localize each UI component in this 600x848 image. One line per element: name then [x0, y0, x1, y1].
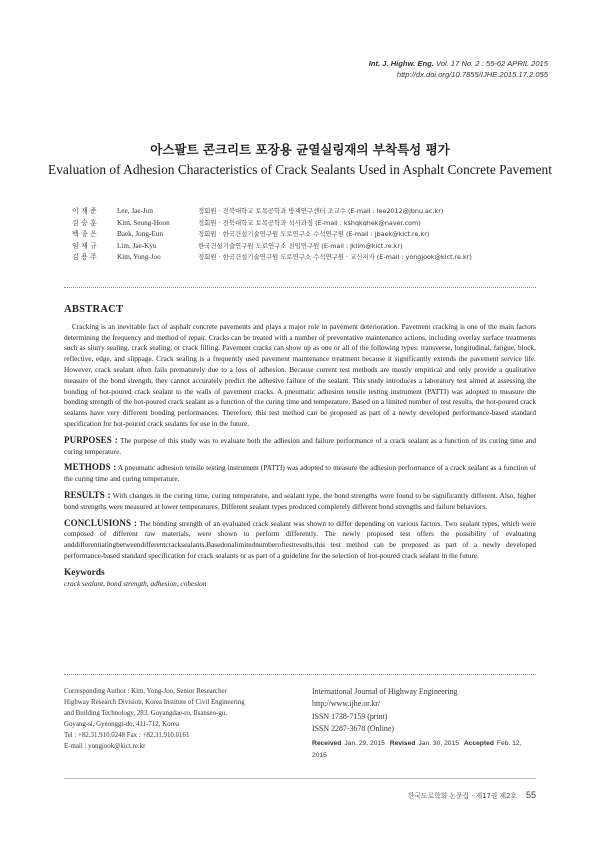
conclusions-text: The bonding strength of an evaluated crack sealant was shown to differ depending on various factors. Two sealant types, which were composed of different raw materials, were shown to perform differently. The newly proposed test offers the possibility of evaluating anddifferentiatingbetweendifferentcracksealants.Basedonalimitednumberoftestresults,this test method can be proposed as part of a newly developed performance-based standard specification for crack sealants or as part of a guideline for the selection of hot-poured crack sealant in the future. [64, 518, 536, 560]
journal-reference [369, 58, 548, 80]
revised-label: Revised [389, 739, 416, 747]
article-footer [64, 686, 536, 762]
author-name-ko: 백 종 은 [72, 230, 97, 239]
conclusions-paragraph [64, 518, 536, 562]
journal-url[interactable]: http://www.ijhe.or.kr/ [312, 699, 381, 709]
author-affiliation: 정회원 · 한국건설기술연구원 도로연구소 수석연구원 · 교신저자 (E-mail : yongjook@kict.re.kr) [198, 253, 472, 262]
accepted-label: Accepted [463, 739, 494, 747]
purposes-label: PURPOSES : [64, 434, 118, 445]
journal-abbrev: Int. J. Highw. Eng. [368, 59, 434, 68]
journal-volume-info: Vol. 17 No. 2 : 55-62 APRIL 2015 [435, 59, 548, 68]
author-row [72, 252, 472, 264]
received-label: Received [312, 739, 342, 747]
issn-online: ISSN 2287-3678 (Online) [312, 724, 394, 734]
abstract-heading: ABSTRACT [64, 304, 124, 315]
issn-print: ISSN 1738-7159 (print) [312, 711, 388, 721]
corresponding-email[interactable]: E-mail : yongjook@kict.re.kr [64, 743, 146, 750]
author-name-en: Kim, Seung-Hoon [117, 218, 170, 227]
footer-journal-name: 한국도로학회 논문집 · 제17권 제2호 [407, 792, 517, 800]
author-name-en: Lee, Jae-Jun [117, 207, 153, 215]
abstract-section [64, 305, 536, 589]
author-row [72, 206, 472, 218]
corresponding-line: Highway Research Division, Korea Institute of Civil Engineering [64, 699, 245, 706]
revised-date: Jan. 30, 2015 [418, 739, 459, 747]
title-korean: 아스팔트 콘크리트 포장용 균열실링재의 부착특성 평가 [150, 142, 450, 157]
author-affiliation: 정회원 · 한국건설기술연구원 도로연구소 수석연구원 (E-mail : jbaek@kict.re.kr) [198, 230, 430, 239]
corresponding-line: Goyang-si, Gyeonggi-do, 411-712, Korea [64, 721, 179, 728]
author-affiliation: 한국건설기술연구원 도로연구소 전임연구원 (E-mail : jklim@kict.re.kr) [198, 241, 403, 250]
abstract-body: Cracking is an inevitable fact of asphalt concrete pavements and plays a major role in pavement deterioration. Pavement cracking is one of the main factors determining the frequency and method of repair. Cracks can be treated with a number of preventative maintenance actions, including overlay surface treatments such as slurry sealing, crack sealing, or crack filling. Pavement cracks can show up as one or all of the following types: transverse, longitudinal, fatigue, block, reflective, edge, and slippage. Crack sealing is a frequently used pavement maintenance treatment because it significantly extends the pavement service life. However, crack sealant often fails prematurely due to a loss of adhesion. Because current test methods are mostly empirical and only provide a qualitative measure of the bond strength, they cannot accurately predict the adhesive failure of the sealant. This study introduces a laboratory test aimed at assessing the bonding of hot-poured crack sealant to the walls of pavement cracks. A pneumatic adhesion tensile testing instrument (PATTI) was adopted to measure the bonding strength of the hot-poured crack sealant as a function of the curing time and temperature. Based on a limited number of test results, the hot-poured crack sealants have very different bonding performances. Therefore, this test method can be proposed as part of a newly developed performance-based standard specification for hot-poured crack sealants for use in the future. [64, 321, 536, 428]
purposes-text: The purpose of this study was to evaluate both the adhesion and failure performance of a crack sealant as a function of its curing time and curing temperature. [64, 435, 536, 456]
journal-name: International Journal of Highway Engineering [312, 687, 458, 696]
section-divider [64, 287, 536, 288]
accepted-date: Feb. 12, 2015 [312, 739, 522, 760]
author-list [72, 206, 472, 264]
author-row [72, 218, 472, 230]
author-row [72, 229, 472, 241]
corresponding-line: and Building Technology, 283, Goyangdae-ro, Ilsanseo-gu, [64, 710, 227, 717]
corresponding-author-block [64, 686, 302, 762]
author-affiliation: 정회원 · 전북대학교 토목공학과 석사과정 (E-mail : kshqkqhek@naver.com) [198, 218, 421, 227]
received-date: Jan. 29, 2015 [344, 739, 385, 747]
page-footer [408, 790, 536, 800]
results-paragraph [64, 490, 536, 513]
methods-label: METHODS : [64, 462, 117, 473]
author-name-en: Kim, Yong-Joo [117, 253, 161, 262]
keywords-heading: Keywords [64, 567, 105, 578]
author-name-ko: 김 승 훈 [72, 218, 97, 227]
title-english: Evaluation of Adhesion Characteristics of Crack Sealants Used in Asphalt Concrete Pavement [48, 162, 552, 177]
methods-text: A pneumatic adhesion tensile testing instrument (PATTI) was adopted to measure the adhesion performance of a crack sealant as a function of the curing time and curing temperature. [64, 463, 536, 484]
author-name-ko: 이 재 준 [72, 207, 97, 215]
page-number: 55 [525, 790, 536, 800]
journal-info-block [302, 686, 536, 762]
results-label: RESULTS : [64, 489, 111, 500]
author-affiliation: 정회원 · 전북대학교 토목공학과 방재연구센터 조교수 (E-mail : lee2012@jbnu.ac.kr) [198, 207, 444, 215]
author-name-ko: 임 재 규 [72, 241, 97, 250]
author-row [72, 241, 472, 253]
methods-paragraph [64, 462, 536, 485]
author-name-en: Baek, Jong-Eun [117, 230, 163, 239]
submission-dates [312, 738, 536, 763]
author-name-en: Lim, Jae-Kyu [117, 241, 157, 250]
footer-divider [64, 674, 536, 675]
doi-link[interactable]: http://dx.doi.org/10.7855/IJHE.2015.17.2.055 [396, 70, 548, 79]
conclusions-label: CONCLUSIONS : [64, 517, 138, 528]
author-name-ko: 김 용 주 [72, 253, 97, 262]
purposes-paragraph [64, 435, 536, 458]
results-text: With changes in the curing time, curing temperature, and sealant type, the bond strengths were found to be significantly different. Also, higher bond strengths were measured at lower temperatures. Different sealant types produced completely different bond strengths and failure behaviors. [64, 490, 536, 511]
corresponding-line: Corresponding Author : Kim, Yong-Joo, Senior Researcher [64, 688, 227, 695]
page-footer-rule [64, 778, 536, 779]
keywords-text: crack sealant, bond strength, adhesion, cohesion [64, 578, 207, 588]
corresponding-line: Tel : +82.31.910.0248 Fax : +82.31.910.0161 [64, 732, 190, 739]
